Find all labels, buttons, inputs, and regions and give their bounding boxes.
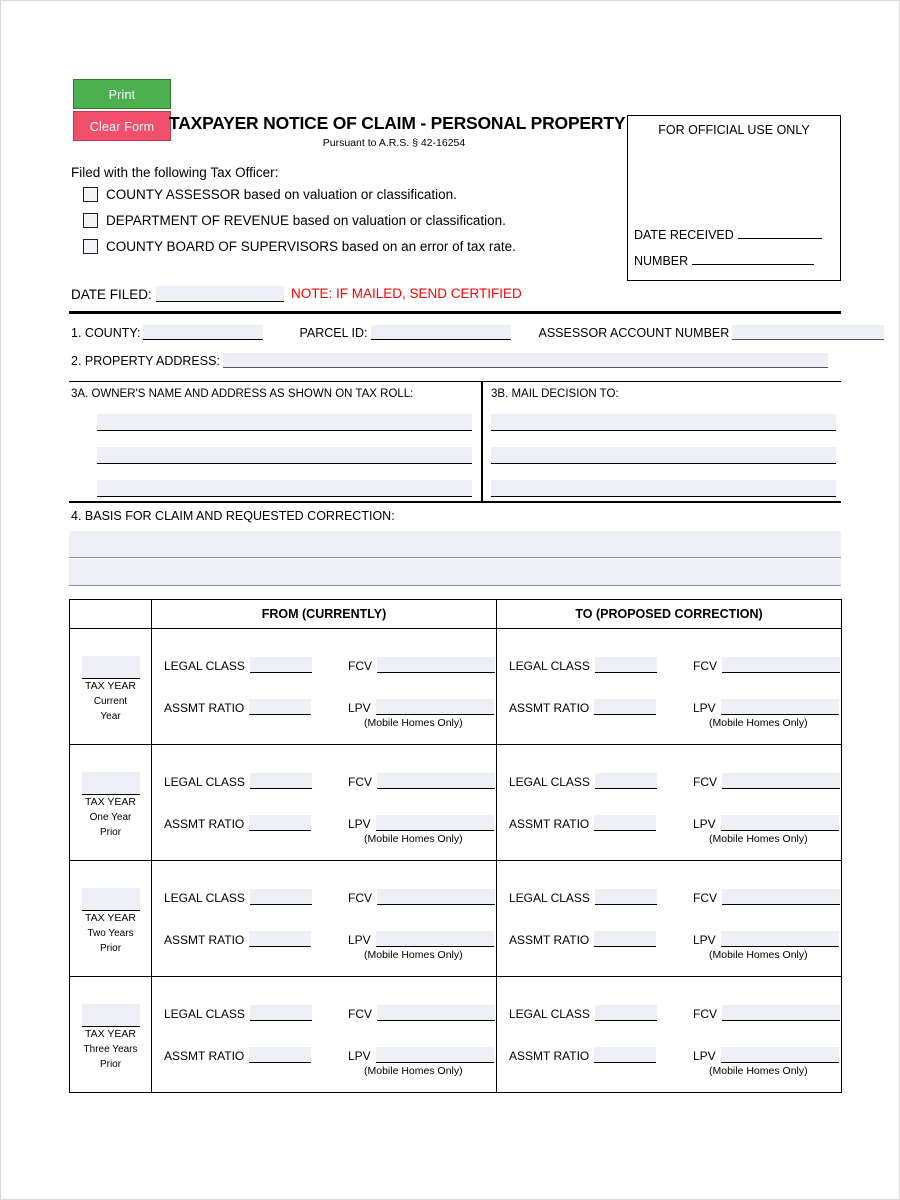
header-divider — [69, 311, 841, 314]
tax-year-cell-current — [70, 629, 152, 745]
property-address-input[interactable] — [223, 353, 828, 368]
legal-class-label: LEGAL CLASS — [509, 659, 590, 673]
table-header-year-col — [70, 600, 152, 629]
from-fcv-row-one-year-prior — [348, 773, 495, 789]
assmt-ratio-label: ASSMT RATIO — [509, 701, 590, 715]
fcv-label: FCV — [348, 659, 372, 673]
checkbox-label-county-board-of-supervisors: COUNTY BOARD OF SUPERVISORS based on an error of tax rate. — [106, 239, 516, 254]
table-row — [70, 745, 842, 861]
table-header-from: FROM (CURRENTLY) — [152, 600, 497, 629]
from-legal-class-input-current[interactable] — [250, 657, 312, 673]
tax-year-input-one-year-prior[interactable] — [82, 772, 140, 795]
assessor-account-number-label: ASSESSOR ACCOUNT NUMBER — [538, 326, 730, 340]
lpv-label: LPV — [348, 1049, 371, 1063]
page-title: TAXPAYER NOTICE OF CLAIM - PERSONAL PROPERTY — [169, 113, 626, 133]
tax-year-label-two-years-prior: TAX YEAR — [85, 911, 136, 924]
county-input[interactable] — [143, 325, 263, 340]
tax-year-cell-one-year-prior — [70, 745, 152, 861]
from-mobile-homes-note-current: (Mobile Homes Only) — [364, 717, 463, 729]
from-lpv-row-current — [348, 699, 494, 715]
owner-address-input-line-3[interactable] — [97, 480, 472, 497]
from-pane-one-year-prior — [152, 745, 497, 861]
lpv-label: LPV — [693, 817, 716, 831]
mail-decision-input-line-2[interactable] — [491, 447, 836, 464]
legal-class-label: LEGAL CLASS — [509, 1007, 590, 1021]
to-lpv-input-current[interactable] — [721, 699, 839, 715]
assmt-ratio-label: ASSMT RATIO — [164, 1049, 245, 1063]
to-legal-class-input-three-years-prior[interactable] — [595, 1005, 657, 1021]
property-address-label: PROPERTY ADDRESS: — [84, 354, 220, 368]
tax-year-period-line1-current: Current — [93, 696, 128, 708]
to-legal-class-input-two-years-prior[interactable] — [595, 889, 657, 905]
from-assmt-ratio-row-two-years-prior — [164, 931, 311, 947]
tax-year-period-line1-one-year-prior: One Year — [89, 812, 132, 824]
table-header-row — [70, 600, 842, 629]
fcv-label: FCV — [348, 1007, 372, 1021]
to-lpv-row-current — [693, 699, 839, 715]
from-mobile-homes-note-two-years-prior: (Mobile Homes Only) — [364, 949, 463, 961]
print-button[interactable]: Print — [73, 79, 171, 109]
to-assmt-ratio-row-two-years-prior — [509, 931, 656, 947]
official-use-title: FOR OFFICIAL USE ONLY — [658, 123, 810, 137]
from-assmt-ratio-input-two-years-prior[interactable] — [249, 931, 311, 947]
to-fcv-row-two-years-prior — [693, 889, 840, 905]
owner-address-input-line-1[interactable] — [97, 414, 472, 431]
from-mobile-homes-note-three-years-prior: (Mobile Homes Only) — [364, 1065, 463, 1077]
from-legal-class-row-three-years-prior — [164, 1005, 312, 1021]
mail-decision-to-label: 3B. MAIL DECISION TO: — [491, 388, 619, 400]
legal-class-label: LEGAL CLASS — [509, 891, 590, 905]
from-pane-current — [152, 629, 497, 745]
checkbox-county-board-of-supervisors[interactable] — [83, 239, 98, 254]
from-legal-class-input-one-year-prior[interactable] — [250, 773, 312, 789]
assmt-ratio-label: ASSMT RATIO — [509, 817, 590, 831]
fcv-label: FCV — [693, 891, 717, 905]
date-received-input[interactable] — [738, 227, 822, 239]
tax-year-label-three-years-prior: TAX YEAR — [85, 1027, 136, 1040]
to-assmt-ratio-row-one-year-prior — [509, 815, 656, 831]
tax-year-period-line1-three-years-prior: Three Years — [83, 1044, 138, 1056]
from-fcv-row-current — [348, 657, 495, 673]
to-legal-class-row-three-years-prior — [509, 1005, 657, 1021]
basis-for-claim-label: 4. BASIS FOR CLAIM AND REQUESTED CORRECTION: — [71, 509, 395, 523]
from-assmt-ratio-row-current — [164, 699, 311, 715]
tax-year-period-line2-one-year-prior: Prior — [99, 827, 122, 839]
table-row — [70, 861, 842, 977]
parcel-id-label: PARCEL ID: — [299, 326, 368, 340]
from-fcv-row-three-years-prior — [348, 1005, 495, 1021]
to-pane-current — [497, 629, 842, 745]
form-action-buttons — [73, 79, 171, 141]
from-pane-three-years-prior — [152, 977, 497, 1093]
to-assmt-ratio-input-current[interactable] — [594, 699, 656, 715]
form-sheet — [69, 61, 841, 1111]
section-3-block — [69, 381, 841, 501]
fcv-label: FCV — [348, 775, 372, 789]
to-lpv-row-one-year-prior — [693, 815, 839, 831]
legal-class-label: LEGAL CLASS — [164, 891, 245, 905]
from-legal-class-input-two-years-prior[interactable] — [250, 889, 312, 905]
legal-class-label: LEGAL CLASS — [164, 1007, 245, 1021]
from-lpv-input-two-years-prior[interactable] — [376, 931, 494, 947]
owner-name-address-label: 3A. OWNER'S NAME AND ADDRESS AS SHOWN ON TAX ROLL: — [71, 388, 414, 400]
to-lpv-input-two-years-prior[interactable] — [721, 931, 839, 947]
owner-address-input-line-2[interactable] — [97, 447, 472, 464]
tax-year-input-current[interactable] — [82, 656, 140, 679]
from-assmt-ratio-row-three-years-prior — [164, 1047, 311, 1063]
checkbox-department-of-revenue[interactable] — [83, 213, 98, 228]
tax-year-period-line2-three-years-prior: Prior — [99, 1059, 122, 1071]
from-fcv-input-one-year-prior[interactable] — [377, 773, 495, 789]
to-assmt-ratio-input-one-year-prior[interactable] — [594, 815, 656, 831]
mail-decision-input-line-3[interactable] — [491, 480, 836, 497]
to-mobile-homes-note-two-years-prior: (Mobile Homes Only) — [709, 949, 808, 961]
date-filed-row — [71, 286, 288, 302]
from-lpv-row-one-year-prior — [348, 815, 494, 831]
basis-for-claim-input-line-2[interactable] — [69, 559, 841, 586]
to-mobile-homes-note-current: (Mobile Homes Only) — [709, 717, 808, 729]
checkbox-label-department-of-revenue: DEPARTMENT OF REVENUE based on valuation or classification. — [106, 213, 506, 228]
to-fcv-row-one-year-prior — [693, 773, 840, 789]
fcv-label: FCV — [693, 1007, 717, 1021]
table-row — [70, 629, 842, 745]
fcv-label: FCV — [693, 775, 717, 789]
lpv-label: LPV — [693, 1049, 716, 1063]
date-filed-label: DATE FILED: — [71, 287, 152, 302]
date-received-label: DATE RECEIVED — [634, 228, 734, 242]
tax-year-cell-two-years-prior — [70, 861, 152, 977]
from-mobile-homes-note-one-year-prior: (Mobile Homes Only) — [364, 833, 463, 845]
table-row — [70, 977, 842, 1093]
to-legal-class-row-two-years-prior — [509, 889, 657, 905]
legal-class-label: LEGAL CLASS — [164, 775, 245, 789]
tax-year-period-line2-two-years-prior: Prior — [99, 943, 122, 955]
from-fcv-row-two-years-prior — [348, 889, 495, 905]
filed-with-intro: Filed with the following Tax Officer: — [71, 165, 279, 180]
assmt-ratio-label: ASSMT RATIO — [164, 933, 245, 947]
to-assmt-ratio-input-three-years-prior[interactable] — [594, 1047, 656, 1063]
assmt-ratio-label: ASSMT RATIO — [164, 817, 245, 831]
from-fcv-input-three-years-prior[interactable] — [377, 1005, 495, 1021]
checkbox-row-department-of-revenue[interactable] — [83, 213, 506, 228]
official-use-box — [627, 115, 841, 281]
mail-decision-input-line-1[interactable] — [491, 414, 836, 431]
section-2-number: 2. — [71, 354, 82, 368]
number-row — [634, 253, 834, 268]
from-pane-two-years-prior — [152, 861, 497, 977]
from-assmt-ratio-input-current[interactable] — [249, 699, 311, 715]
checkbox-county-assessor[interactable] — [83, 187, 98, 202]
from-lpv-input-one-year-prior[interactable] — [376, 815, 494, 831]
tax-year-cell-three-years-prior — [70, 977, 152, 1093]
to-pane-two-years-prior — [497, 861, 842, 977]
to-lpv-input-one-year-prior[interactable] — [721, 815, 839, 831]
date-received-row — [634, 227, 834, 242]
to-fcv-input-two-years-prior[interactable] — [722, 889, 840, 905]
tax-year-period-line2-current: Year — [100, 711, 121, 723]
legal-class-label: LEGAL CLASS — [164, 659, 245, 673]
assmt-ratio-label: ASSMT RATIO — [164, 701, 245, 715]
lpv-label: LPV — [693, 701, 716, 715]
mailing-note: NOTE: IF MAILED, SEND CERTIFIED — [291, 286, 522, 301]
from-lpv-row-two-years-prior — [348, 931, 494, 947]
from-fcv-input-current[interactable] — [377, 657, 495, 673]
checkbox-row-county-board-of-supervisors[interactable] — [83, 239, 516, 254]
tax-year-label-one-year-prior: TAX YEAR — [85, 795, 136, 808]
number-label: NUMBER — [634, 254, 689, 268]
legal-class-label: LEGAL CLASS — [509, 775, 590, 789]
to-legal-class-input-one-year-prior[interactable] — [595, 773, 657, 789]
checkbox-label-county-assessor: COUNTY ASSESSOR based on valuation or classification. — [106, 187, 457, 202]
checkbox-row-county-assessor[interactable] — [83, 187, 457, 202]
to-pane-three-years-prior — [497, 977, 842, 1093]
from-legal-class-input-three-years-prior[interactable] — [250, 1005, 312, 1021]
from-legal-class-row-two-years-prior — [164, 889, 312, 905]
assmt-ratio-label: ASSMT RATIO — [509, 1049, 590, 1063]
lpv-label: LPV — [348, 817, 371, 831]
from-legal-class-row-one-year-prior — [164, 773, 312, 789]
basis-for-claim-input-line-1[interactable] — [69, 531, 841, 558]
section-1-number: 1. — [71, 326, 82, 340]
to-lpv-input-three-years-prior[interactable] — [721, 1047, 839, 1063]
to-fcv-row-current — [693, 657, 840, 673]
tax-year-input-three-years-prior[interactable] — [82, 1004, 140, 1027]
section-4-block — [69, 501, 841, 589]
from-assmt-ratio-input-three-years-prior[interactable] — [249, 1047, 311, 1063]
from-lpv-input-current[interactable] — [376, 699, 494, 715]
section-1-row — [71, 325, 887, 340]
to-legal-class-row-one-year-prior — [509, 773, 657, 789]
date-filed-input[interactable] — [156, 286, 284, 302]
from-fcv-input-two-years-prior[interactable] — [377, 889, 495, 905]
to-legal-class-input-current[interactable] — [595, 657, 657, 673]
tax-year-input-two-years-prior[interactable] — [82, 888, 140, 911]
from-legal-class-row-current — [164, 657, 312, 673]
to-mobile-homes-note-three-years-prior: (Mobile Homes Only) — [709, 1065, 808, 1077]
to-mobile-homes-note-one-year-prior: (Mobile Homes Only) — [709, 833, 808, 845]
to-lpv-row-two-years-prior — [693, 931, 839, 947]
clear-form-button[interactable]: Clear Form — [73, 111, 171, 141]
valuation-comparison-table — [69, 599, 842, 1093]
section-3-divider — [481, 382, 483, 501]
tax-year-label-current: TAX YEAR — [85, 679, 136, 692]
from-assmt-ratio-input-one-year-prior[interactable] — [249, 815, 311, 831]
from-assmt-ratio-row-one-year-prior — [164, 815, 311, 831]
section-2-row — [71, 353, 831, 368]
assmt-ratio-label: ASSMT RATIO — [509, 933, 590, 947]
tax-year-period-line1-two-years-prior: Two Years — [87, 928, 134, 940]
page-subtitle: Pursuant to A.R.S. § 42-16254 — [322, 137, 466, 149]
to-fcv-row-three-years-prior — [693, 1005, 840, 1021]
table-header-to: TO (PROPOSED CORRECTION) — [497, 600, 842, 629]
fcv-label: FCV — [693, 659, 717, 673]
title-block — [169, 113, 626, 149]
to-lpv-row-three-years-prior — [693, 1047, 839, 1063]
to-assmt-ratio-row-three-years-prior — [509, 1047, 656, 1063]
to-fcv-input-current[interactable] — [722, 657, 840, 673]
to-assmt-ratio-row-current — [509, 699, 656, 715]
to-pane-one-year-prior — [497, 745, 842, 861]
county-label: COUNTY: — [84, 326, 141, 340]
parcel-id-input[interactable] — [371, 325, 511, 340]
from-lpv-row-three-years-prior — [348, 1047, 494, 1063]
fcv-label: FCV — [348, 891, 372, 905]
from-lpv-input-three-years-prior[interactable] — [376, 1047, 494, 1063]
to-fcv-input-one-year-prior[interactable] — [722, 773, 840, 789]
lpv-label: LPV — [348, 933, 371, 947]
assessor-account-number-input[interactable] — [732, 325, 884, 340]
to-fcv-input-three-years-prior[interactable] — [722, 1005, 840, 1021]
to-legal-class-row-current — [509, 657, 657, 673]
to-assmt-ratio-input-two-years-prior[interactable] — [594, 931, 656, 947]
lpv-label: LPV — [348, 701, 371, 715]
lpv-label: LPV — [693, 933, 716, 947]
number-input[interactable] — [692, 253, 814, 265]
